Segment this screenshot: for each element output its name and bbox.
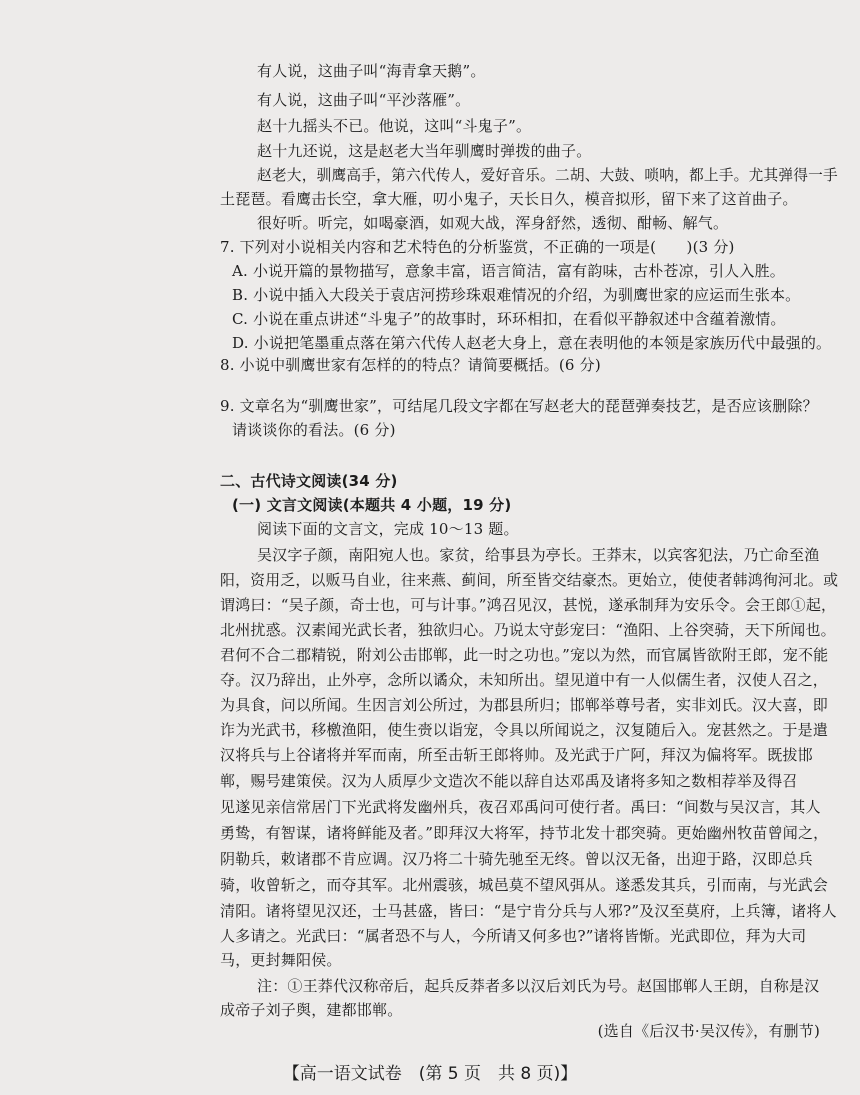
subsection-title: (一) 文言文阅读(本题共 4 小题，19 分) (232, 496, 512, 514)
footnote-line: 注：①王莽代汉称帝后，起兵反莽者多以汉后刘氏为号。赵国邯郸人王朗，自称是汉 (257, 977, 820, 995)
passage-line: 见遂见亲信常居门下光武将发幽州兵，夜召邓禹问可使行者。禹曰：“间数与吴汉言，其人 (220, 798, 821, 816)
passage-line: 君何不合二郡精锐，附刘公击邯郸，此一时之功也。”宠以为然，而官属皆欲附王郎，宠不能 (220, 646, 829, 664)
section-title: 二、古代诗文阅读(34 分) (220, 472, 398, 490)
passage-line: 阳，资用乏，以贩马自业，往来燕、蓟间，所至皆交结豪杰。更始立，使使者韩鸿徇河北。或 (220, 571, 839, 589)
passage-line: 汉将兵与上谷诸将并军而南，所至击斩王郎将帅。及光武于广阿，拜汉为偏将军。既拔邯 (220, 746, 813, 764)
question-8: 8. 小说中驯鹰世家有怎样的的特点？请简要概括。(6 分) (220, 356, 601, 374)
story-line: 赵十九还说，这是赵老大当年驯鹰时弹拨的曲子。 (257, 142, 592, 160)
question-7-option-a: A. 小说开篇的景物描写，意象丰富，语言简洁，富有韵味，古朴苍凉，引人入胜。 (232, 262, 785, 280)
question-9-line: 9. 文章名为“驯鹰世家”，可结尾几段文字都在写赵老大的琵琶弹奏技艺，是否应该删除？ (220, 397, 818, 415)
passage-line: 吴汉字子颜，南阳宛人也。家贫，给事县为亭长。王莽末，以宾客犯法，乃亡命至渔 (257, 546, 820, 564)
story-line: 有人说，这曲子叫“平沙落雁”。 (257, 91, 471, 109)
passage-line: 勇鸷，有智谋，诸将鲜能及者。”即拜汉大将军，持节北发十郡突骑。更始幽州牧苗曾闻之， (220, 824, 829, 842)
question-7-option-c: C. 小说在重点讲述“斗鬼子”的故事时，环环相扣，在看似平静叙述中含蕴着激情。 (232, 310, 786, 328)
source-citation: (选自《后汉书·吴汉传》，有删节) (597, 1022, 820, 1040)
passage-line: 阴勒兵，敕诸郡不肯应调。汉乃将二十骑先驰至无终。曾以汉无备，出迎于路，汉即总兵 (220, 850, 813, 868)
story-line: 很好听。听完，如喝豪酒，如观大战，浑身舒然，透彻、酣畅、解气。 (257, 214, 729, 232)
passage-line: 郸，赐号建策侯。汉为人质厚少文造次不能以辞自达邓禹及诸将多知之数相荐举及得召 (220, 772, 798, 790)
question-9-line: 请谈谈你的看法。(6 分) (232, 421, 396, 439)
passage-line: 北州扰惑。汉素闻光武长者，独欲归心。乃说太守彭宠曰：“渔阳、上谷突骑，天下所闻也。 (220, 621, 836, 639)
passage-line: 谓鸿曰：“吴子颜，奇士也，可与计事。”鸿召见汉，甚悦，遂承制拜为安乐令。会王郎①起， (220, 596, 837, 614)
passage-line: 诈为光武书，移檄渔阳，使生赍以诣宠，令具以所闻说之，汉复随后入。宠甚然之。于是遣 (220, 721, 829, 739)
story-line: 赵十九摇头不已。他说，这叫“斗鬼子”。 (257, 117, 532, 135)
passage-line: 夺。汉乃辞出，止外亭，念所以谲众，未知所出。望见道中有一人似儒生者，汉使人召之， (220, 671, 829, 689)
footnote-line: 成帝子刘子舆，建都邯郸。 (220, 1001, 403, 1019)
passage-line: 清阳。诸将望见汉还，士马甚盛，皆曰：“是宁肯分兵与人邪?”及汉至莫府，上兵簿，诸将人 (220, 902, 837, 920)
question-7-option-d: D. 小说把笔墨重点落在第六代传人赵老大身上，意在表明他的本领是家族历代中最强的。 (232, 334, 832, 352)
passage-line: 马，更封舞阳侯。 (220, 951, 342, 969)
story-line: 有人说，这曲子叫“海青拿天鹅”。 (257, 62, 486, 80)
question-7-option-b: B. 小说中插入大段关于袁店河捞珍珠艰难情况的介绍，为驯鹰世家的应运而生张本。 (232, 286, 801, 304)
question-7-stem: 7. 下列对小说相关内容和艺术特色的分析鉴赏，不正确的一项是( )(3 分) (220, 238, 735, 256)
instruction: 阅读下面的文言文，完成 10～13 题。 (257, 520, 519, 538)
story-line: 赵老大，驯鹰高手，第六代传人，爱好音乐。二胡、大鼓、唢呐，都上手。尤其弹得一手 (257, 166, 838, 184)
passage-line: 人多请之。光武曰：“属者恐不与人，今所请又何多也?”诸将皆惭。光武即位，拜为大司 (220, 927, 807, 945)
passage-line: 骑，收曾斩之，而夺其军。北州震骇，城邑莫不望风弭从。遂悉发其兵，引而南，与光武会 (220, 876, 829, 894)
passage-line: 为具食，问以所闻。生因言刘公所过，为郡县所归；邯郸举尊号者，实非刘氏。汉大喜，即 (220, 696, 829, 714)
page-footer: 【高一语文试卷 (第 5 页 共 8 页)】 (282, 1064, 578, 1084)
story-line: 土琵琶。看鹰击长空，拿大雁，叨小鬼子，天长日久，模音拟形，留下来了这首曲子。 (220, 190, 798, 208)
